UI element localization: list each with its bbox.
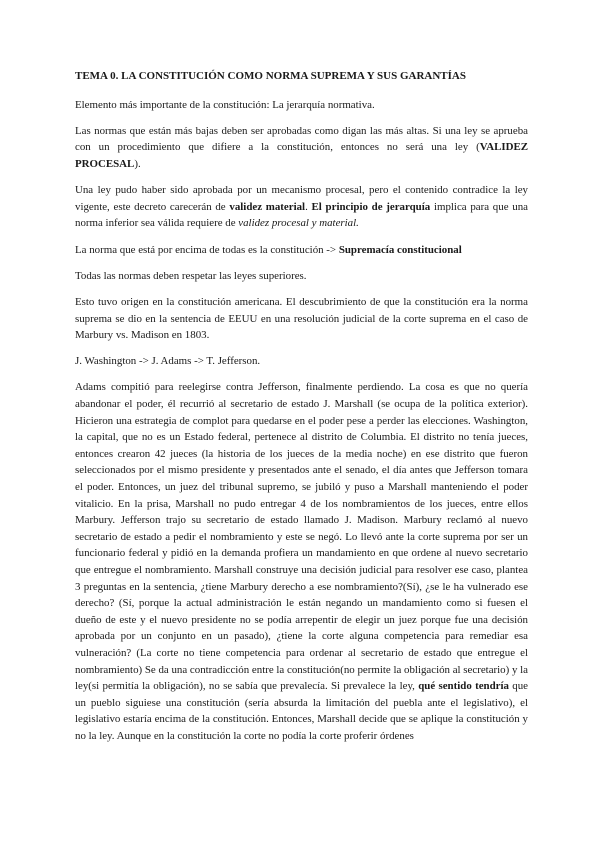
paragraph-validez-material xyxy=(75,182,528,232)
bold-term-principio-jerarquia: El principio de jerarquía xyxy=(311,200,431,213)
paragraph-validez-procesal xyxy=(75,123,528,173)
text-run: La norma que está por encima de todas es la constitución -> xyxy=(75,243,339,256)
bold-term-validez-procesal: VALIDEZ PROCESAL xyxy=(75,141,528,170)
text-run: que un pueblo siguiese una constitución (sería absurda la limitación del puebla ante el legislativo), el legislativo estaría encima de la constitución. Entonces, Marshall decide que se aplique la constitución y no la ley. Aunque en la constitución la corte no podía la corte proferir órdenes xyxy=(75,680,528,742)
italic-term-validez: validez procesal y material. xyxy=(238,217,359,230)
bold-term-supremacia: Supremacía constitucional xyxy=(338,243,462,256)
text-run: Las normas que están más bajas deben ser aprobadas como digan las más altas. Si una ley se aprueba con un procedimiento que difiere a la constitución, entonces no será una ley ( xyxy=(75,124,528,154)
text-run: implica para que una norma inferior sea válida requiere de xyxy=(75,200,528,230)
text-run: Adams compitió para reelegirse contra Jefferson, finalmente perdiendo. La cosa es que no quería abandonar el poder, él recurrió al secretario de estado J. Marshall (se ocupa de la política exterior). Hicieron una estrategia de complot para quedarse en el poder pese a perder las elecciones. Washington, la capital, que no es un Estado federal, pertenece al distrito de Columbia. El distrito no tenía jueces, entonces crearon 42 jueces (la historia de los jueces de la media noche) en ese distrito que fueron seleccionados por el mismo presidente y presentados ante el senado, el día antes que Jefferson tomara el poder. Entonces, un juez del tribunal supremo, se jubiló y puso a Marshall manteniendo el poder vitalicio. En la prisa, Marshall no pudo entregar 4 de los nombramientos de los jueces, entre ellos Marbury. Jefferson trajo su secretario de estado llamado J. Madison. Marbury reclamó al nuevo secretario de estado a pedir el nombramiento y este se negó. Lo llevó ante la corte suprema por ser un funcionario federal y pidió en la demanda profiera un mandamiento en que ordene al nuevo secretario que entregue el nombramiento. Marshall construye una decisión judicial para resolver ese caso, plantea 3 preguntas en la sentencia, ¿tiene Marbury derecho a ese nombramiento?(Sí), ¿se le ha vulnerado ese derecho? (Sí, porque la actual administración le están negando un mandamiento como si fuesen el dueño de este y el nuevo presidente no se podía arrepentir de elegir un juez porque fue una decisión aprobada por un conjunto en un pasado), ¿tiene la corte alguna competencia para remediar esa vulneración? (La corte no tiene competencia para ordenar al secretario de estado que entregue el nombramiento) Se da una contradicción entre la constitución(no permite la obligación al secretario) y la ley(si permitía la obligación), no se sabía que prevalecía. Si prevalece la ley, xyxy=(75,381,529,693)
paragraph-presidentes: J. Washington -> J. Adams -> T. Jefferson. xyxy=(75,355,261,368)
text-run: . xyxy=(305,200,312,213)
bold-term-que-sentido: qué sentido tendría xyxy=(418,680,509,693)
document-page xyxy=(75,68,528,754)
paragraph-normas-superiores: Todas las normas deben respetar las leyes superiores. xyxy=(75,269,307,282)
document-title: TEMA 0. LA CONSTITUCIÓN COMO NORMA SUPREMA Y SUS GARANTÍAS xyxy=(75,70,466,82)
text-run: ). xyxy=(134,157,141,170)
text-run: Una ley pudo haber sido aprobada por un mecanismo procesal, pero el contenido contradice la ley vigente, este decreto carecerán de xyxy=(75,184,528,213)
bold-term-validez-material: validez material xyxy=(229,200,306,213)
paragraph-marbury xyxy=(75,379,528,744)
paragraph-origen: Esto tuvo origen en la constitución americana. El descubrimiento de que la constitución era la norma suprema se dio en la sentencia de EEUU en una resolución judicial de la corte suprema en el caso de Marbury vs. Madison en 1803. xyxy=(75,295,528,342)
paragraph-jerarquia: Elemento más importante de la constitución: La jerarquía normativa. xyxy=(75,98,375,111)
paragraph-supremacia xyxy=(75,242,528,259)
